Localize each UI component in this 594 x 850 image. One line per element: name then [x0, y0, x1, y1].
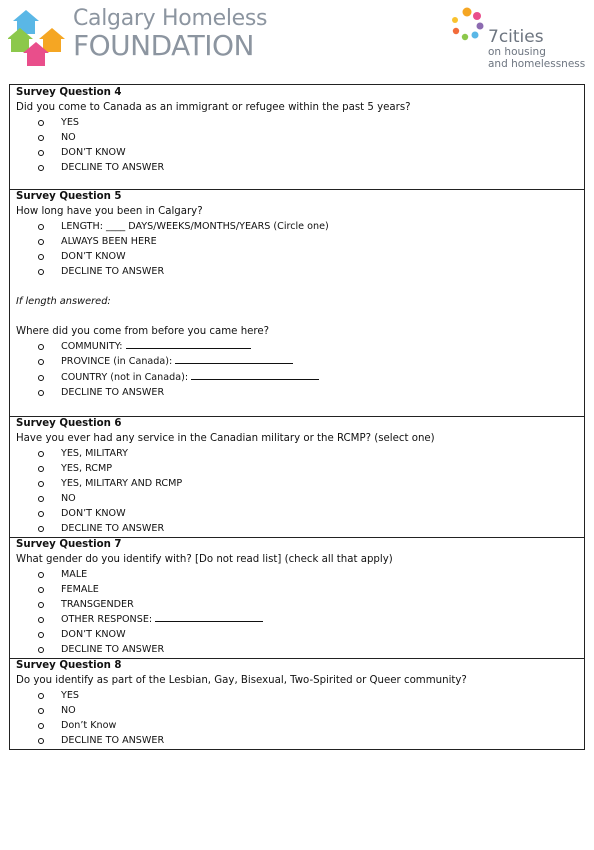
answer-option[interactable]: Don’t Know	[16, 718, 578, 733]
answer-option[interactable]: FEMALE	[16, 582, 578, 597]
answer-option[interactable]: ALWAYS BEEN HERE	[16, 234, 578, 249]
question-title: Survey Question 4	[16, 87, 122, 98]
option-label: COMMUNITY:	[61, 341, 123, 353]
option-label: OTHER RESPONSE:	[61, 614, 153, 626]
question-text: Do you identify as part of the Lesbian, Gay, Bisexual, Two-Spirited or Queer community?	[16, 675, 467, 686]
option-label: PROVINCE (in Canada):	[61, 356, 173, 368]
survey-question-6-box	[9, 416, 585, 538]
brand-name-line1: Calgary Homeless	[73, 6, 268, 31]
question-title: Survey Question 5	[16, 191, 122, 202]
seven-cities-tagline-line1: on housing	[488, 46, 546, 58]
answer-options-followup	[16, 339, 578, 399]
answer-option[interactable]: NO	[16, 130, 578, 145]
answer-option[interactable]: YES, RCMP	[16, 461, 578, 476]
page-header	[0, 0, 594, 84]
answer-options	[16, 115, 578, 175]
question-text: Have you ever had any service in the Canadian military or the RCMP? (select one)	[16, 433, 435, 444]
answer-option[interactable]: YES	[16, 688, 578, 703]
answer-option-country[interactable]	[16, 370, 578, 385]
answer-option-other[interactable]	[16, 612, 578, 627]
blank-line[interactable]	[191, 370, 319, 380]
question-title: Survey Question 7	[16, 539, 122, 550]
blank-line[interactable]	[126, 339, 251, 349]
answer-option[interactable]: DON’T KNOW	[16, 145, 578, 160]
answer-option[interactable]: MALE	[16, 567, 578, 582]
question-text: What gender do you identify with? [Do not read list] (check all that apply)	[16, 554, 393, 565]
seven-cities-tagline-line2: and homelessness	[488, 58, 586, 70]
blank-line[interactable]	[175, 354, 293, 364]
answer-option[interactable]: DECLINE TO ANSWER	[16, 160, 578, 175]
answer-option[interactable]: DECLINE TO ANSWER	[16, 642, 578, 657]
question-title: Survey Question 8	[16, 660, 122, 671]
survey-question-7-box	[9, 537, 585, 659]
answer-option[interactable]: LENGTH: ____ DAYS/WEEKS/MONTHS/YEARS (Circle one)	[16, 219, 578, 234]
conditional-note: If length answered:	[16, 296, 111, 308]
survey-question-4-box	[9, 84, 585, 190]
answer-option[interactable]: DON’T KNOW	[16, 506, 578, 521]
answer-options	[16, 688, 578, 748]
answer-options	[16, 446, 578, 537]
seven-cities-swirl-icon	[448, 6, 486, 44]
seven-cities-name: 7cities	[488, 27, 544, 47]
houses-logo-icon	[8, 8, 68, 66]
option-label: COUNTRY (not in Canada):	[61, 371, 189, 383]
question-text: How long have you been in Calgary?	[16, 206, 203, 217]
seven-cities-logo	[488, 28, 585, 70]
answer-option[interactable]: DON’T KNOW	[16, 249, 578, 264]
question-text-followup: Where did you come from before you came here?	[16, 326, 270, 338]
answer-option[interactable]: DECLINE TO ANSWER	[16, 733, 578, 748]
calgary-homeless-foundation-logo	[73, 8, 267, 60]
answer-option[interactable]: YES, MILITARY	[16, 446, 578, 461]
brand-name-line2: FOUNDATION	[73, 29, 254, 62]
answer-option-community[interactable]	[16, 339, 578, 354]
answer-options	[16, 219, 578, 279]
survey-question-5-box	[9, 189, 585, 417]
blank-line[interactable]	[155, 612, 263, 622]
question-title: Survey Question 6	[16, 418, 122, 429]
answer-option[interactable]: DECLINE TO ANSWER	[16, 264, 578, 279]
answer-option[interactable]: DON’T KNOW	[16, 627, 578, 642]
answer-option-province[interactable]	[16, 354, 578, 369]
question-text: Did you come to Canada as an immigrant or refugee within the past 5 years?	[16, 102, 411, 113]
answer-option[interactable]: YES, MILITARY AND RCMP	[16, 476, 578, 491]
answer-option[interactable]: YES	[16, 115, 578, 130]
answer-options	[16, 567, 578, 658]
answer-option[interactable]: NO	[16, 703, 578, 718]
answer-option[interactable]: TRANSGENDER	[16, 597, 578, 612]
answer-option[interactable]: DECLINE TO ANSWER	[16, 385, 578, 400]
answer-option[interactable]: NO	[16, 491, 578, 506]
answer-option[interactable]: DECLINE TO ANSWER	[16, 521, 578, 536]
survey-question-8-box	[9, 658, 585, 750]
